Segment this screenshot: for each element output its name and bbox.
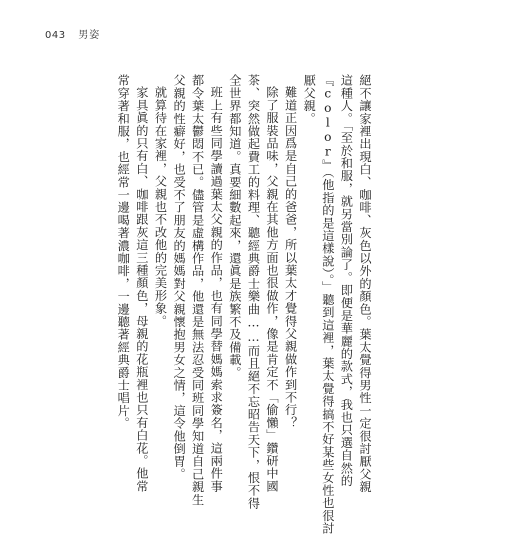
running-title: 男姿 — [78, 30, 101, 41]
paragraph-5: 就算待在家裡，父親也不改他的完美形象。 — [153, 86, 168, 328]
paragraph-3: 除了服裝品味，父親在其他方面也很做作，像是肯定不「偷懶」鑽研中國 茶、突然做起費工的料理、聽經典爵士樂曲……而且絕不忘昭告天下，恨不得 全世界都知道。真要細數起來，還眞是族繁不及備載。 — [227, 74, 280, 510]
paragraph-1: 絕不讓家裡出現白、咖啡、灰色以外的顏色。葉太覺得男性一定很討厭父親 這種人。「至於和服，就另當別論了。即便是華麗的款式，我也只選自然的 『color』（他指的是這樣說）。」聽到這裡，葉太覺得搞不好某些女性也很討 厭父親。 — [302, 74, 372, 535]
paragraph-4: 班上有些同學讀過葉太父親的作品，也有同學替媽媽索求簽名，這兩件事 都令葉太鬱悶不已。儘管是虛構作品，他還是無法忍受同班同學知道自己親生 父親的性癖好，也受不了朋友的媽媽對父親懷抱男女之情，這令他倒胃。 — [172, 74, 224, 506]
page-number: 043 — [45, 30, 66, 41]
page-header — [45, 26, 100, 41]
paragraph-6: 家具眞的只有白、咖啡跟灰這三種顏色，母親的花瓶裡也只有白花。他常 常穿著和服，也經常一邊喝著濃咖啡，一邊聽著經典爵士唱片。 — [116, 74, 149, 493]
body-text — [116, 74, 374, 535]
paragraph-2: 難道正因爲是自己的爸爸，所以葉太才覺得父親做作到不行？ — [283, 86, 298, 430]
